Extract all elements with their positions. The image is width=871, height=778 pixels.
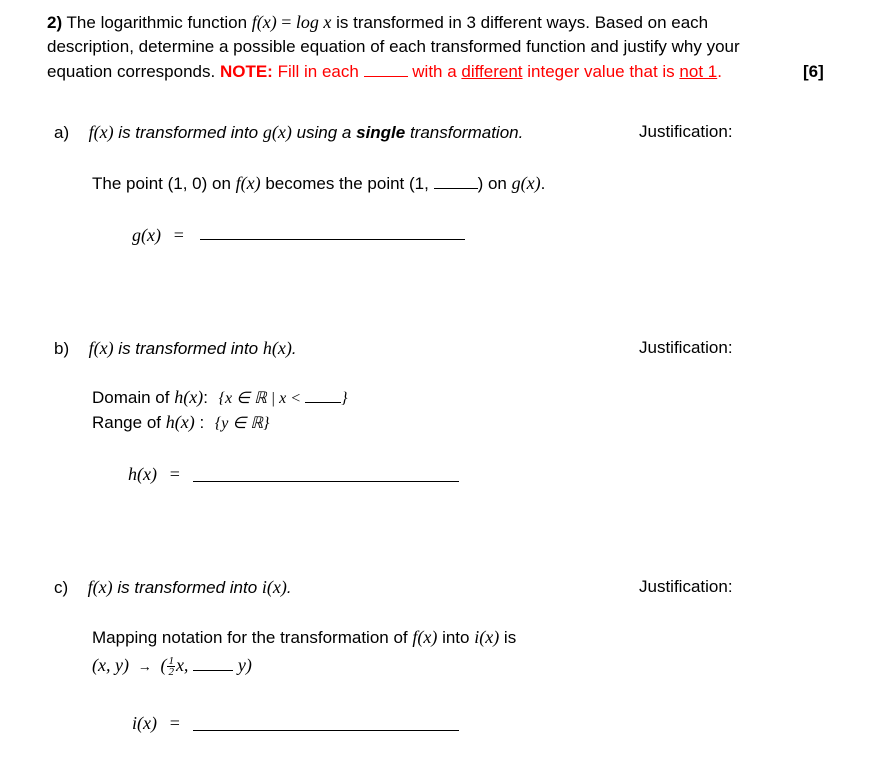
part-a-point-line: The point (1, 0) on f(x) becomes the point (1, ) on g(x). [92,173,546,193]
part-b-justification: Justification: [639,338,733,357]
h-answer-line[interactable] [193,481,459,482]
part-a-justification: Justification: [639,122,733,141]
note-blank [364,62,408,77]
question-number: 2) [47,13,63,32]
part-c-label: c) [54,578,69,597]
note-different: different [461,62,523,81]
part-c-justification: Justification: [639,577,733,596]
part-b-equation: h(x) = [128,464,180,484]
question-line-2: description, determine a possible equation of each transformed function and justify why your [47,37,740,56]
mapping-y-blank[interactable] [193,656,233,671]
part-a-heading: a) f(x) is transformed into g(x) using a single transformation. [54,122,524,142]
note-not-1: not 1 [679,62,718,81]
domain-line: Domain of h(x): {x ∈ ℝ | x < } [92,387,348,407]
mapping-line: Mapping notation for the transformation of f(x) into i(x) is [92,627,517,647]
range-line: Range of h(x) : {y ∈ ℝ} [92,412,270,432]
math-log: log x [295,12,332,32]
part-c-equation: i(x) = [132,713,180,733]
domain-blank[interactable] [305,388,341,403]
mapping-notation: (x, y) → ( $\frac{1}{2}$ x, y) [92,655,252,679]
math-f: f(x) [251,12,277,32]
arrow-icon: → [137,660,152,675]
one-half-fraction: $\frac{1}{2}$ [168,655,174,679]
note-label: NOTE: [219,62,273,81]
part-a-label: a) [54,123,70,142]
part-b-label: b) [54,339,70,358]
marks-label: [6] [803,62,824,81]
single-emphasis: single [356,123,406,142]
question-line-3: equation corresponds. NOTE: Fill in each with a different integer value that is not 1. [47,62,722,81]
part-a-equation: g(x) = [132,225,184,245]
g-answer-line[interactable] [200,239,465,240]
part-b-heading: b) f(x) is transformed into h(x). [54,338,297,358]
point-y-blank[interactable] [434,174,478,189]
i-answer-line[interactable] [193,730,459,731]
part-c-heading: c) f(x) is transformed into i(x). [54,577,292,597]
question-line-1: 2) The logarithmic function f(x) = log x is transformed in 3 different ways. Based on each [47,12,709,32]
